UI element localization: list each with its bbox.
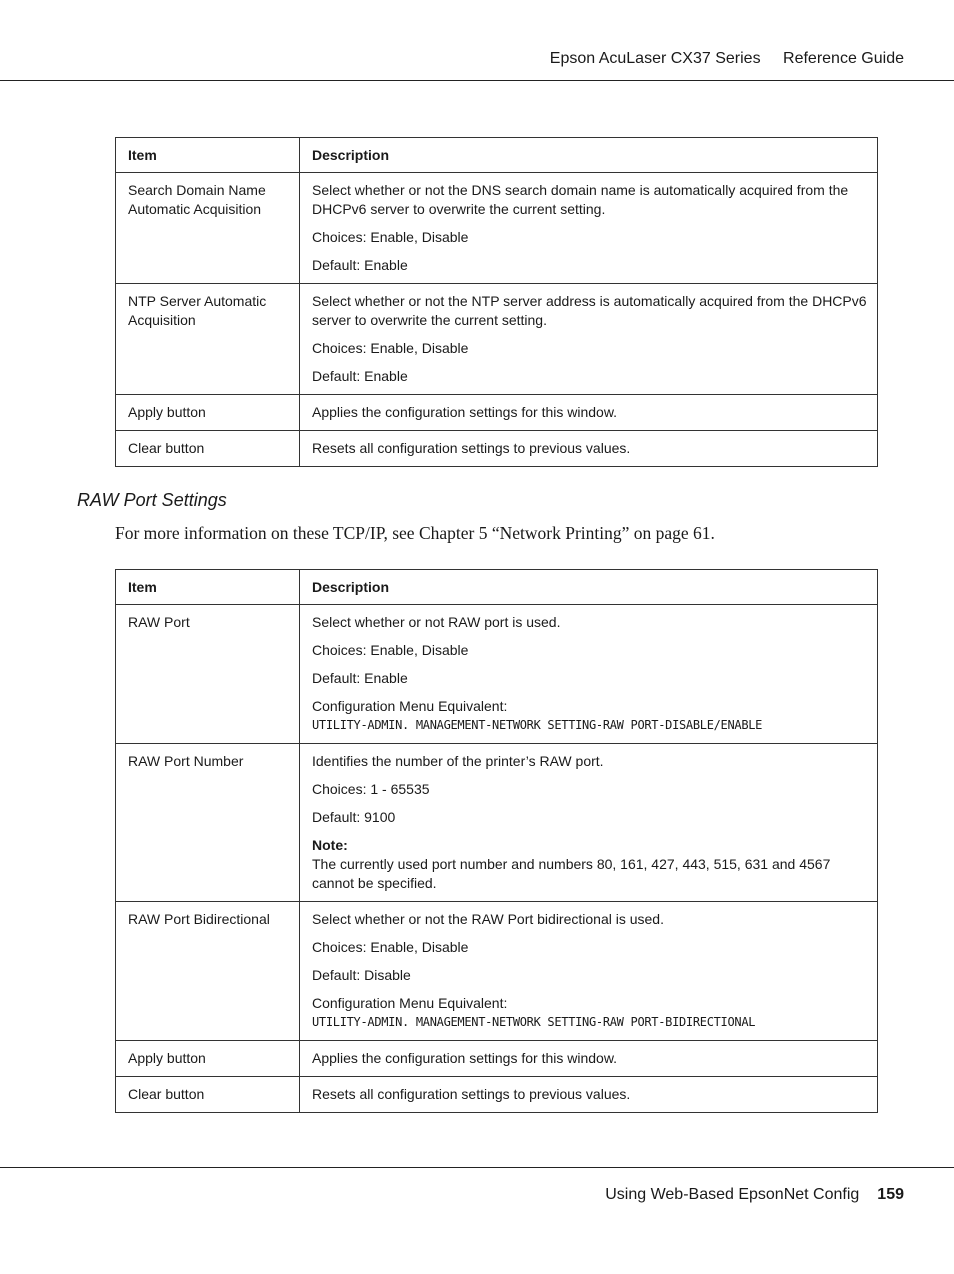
table-row xyxy=(116,1041,878,1077)
note-title: Note: xyxy=(312,837,348,853)
menu-equivalent-label: Configuration Menu Equivalent: xyxy=(312,995,508,1011)
note-text: The currently used port number and numbers 80, 161, 427, 443, 515, 631 and 4567 cannot be specified. xyxy=(312,856,831,891)
section-title: RAW Port Settings xyxy=(77,490,227,510)
menu-path: UTILITY-ADMIN. MANAGEMENT-NETWORK SETTING-RAW PORT-BIDIRECTIONAL xyxy=(312,1015,756,1029)
desc-default: Default: Enable xyxy=(312,368,408,384)
desc-default: Default: Enable xyxy=(312,670,408,686)
table-row xyxy=(116,395,878,431)
desc-choices: Choices: Enable, Disable xyxy=(312,642,469,658)
running-footer xyxy=(605,1186,904,1204)
table-raw-port xyxy=(115,569,878,1113)
table-row xyxy=(116,173,878,284)
menu-equivalent-label: Configuration Menu Equivalent: xyxy=(312,698,508,714)
menu-equivalent xyxy=(312,994,867,1032)
row-item: Clear button xyxy=(116,1077,300,1113)
desc-choices: Choices: Enable, Disable xyxy=(312,939,469,955)
header-item: Item xyxy=(116,138,300,173)
row-item: Apply button xyxy=(116,395,300,431)
footer-rule xyxy=(0,1167,954,1168)
row-item: NTP Server Automatic Acquisition xyxy=(116,284,300,395)
table-row xyxy=(116,1077,878,1113)
desc-default: Default: Enable xyxy=(312,257,408,273)
header-rule xyxy=(0,80,954,81)
row-description: Resets all configuration settings to previous values. xyxy=(300,431,878,467)
row-description: Applies the configuration settings for this window. xyxy=(300,1041,878,1077)
header-item: Item xyxy=(116,570,300,605)
desc-line: Select whether or not the DNS search domain name is automatically acquired from the DHCPv6 server to overwrite the current setting. xyxy=(312,182,849,217)
desc-line: Select whether or not the NTP server address is automatically acquired from the DHCPv6 server to overwrite the current setting. xyxy=(312,293,867,328)
row-description: Applies the configuration settings for this window. xyxy=(300,395,878,431)
header-guide: Reference Guide xyxy=(783,50,904,67)
row-item: RAW Port xyxy=(116,605,300,744)
note xyxy=(312,836,867,893)
desc-choices: Choices: 1 - 65535 xyxy=(312,781,430,797)
desc-default: Default: 9100 xyxy=(312,809,396,825)
desc-line: Select whether or not RAW port is used. xyxy=(312,614,561,630)
table-row xyxy=(116,605,878,744)
running-header xyxy=(550,50,904,68)
row-description: Resets all configuration settings to previous values. xyxy=(300,1077,878,1113)
footer-section: Using Web-Based EpsonNet Config xyxy=(605,1186,860,1203)
row-description xyxy=(300,902,878,1041)
row-item: Search Domain Name Automatic Acquisition xyxy=(116,173,300,284)
row-item: Clear button xyxy=(116,431,300,467)
table-search-domain-ntp xyxy=(115,137,878,467)
menu-equivalent xyxy=(312,697,867,735)
row-description xyxy=(300,173,878,284)
table-row xyxy=(116,902,878,1041)
page-number: 159 xyxy=(877,1186,904,1203)
table-row xyxy=(116,744,878,902)
row-item: Apply button xyxy=(116,1041,300,1077)
row-description xyxy=(300,284,878,395)
desc-line: Select whether or not the RAW Port bidirectional is used. xyxy=(312,911,664,927)
row-item: RAW Port Bidirectional xyxy=(116,902,300,1041)
table-row xyxy=(116,431,878,467)
desc-choices: Choices: Enable, Disable xyxy=(312,340,469,356)
desc-choices: Choices: Enable, Disable xyxy=(312,229,469,245)
header-description: Description xyxy=(300,138,878,173)
header-description: Description xyxy=(300,570,878,605)
row-description xyxy=(300,744,878,902)
header-product: Epson AcuLaser CX37 Series xyxy=(549,50,761,67)
row-description xyxy=(300,605,878,744)
table-row xyxy=(116,284,878,395)
table-header-row xyxy=(116,570,878,605)
desc-default: Default: Disable xyxy=(312,967,411,983)
table-header-row xyxy=(116,138,878,173)
section-intro: For more information on these TCP/IP, see Chapter 5 “Network Printing” on page 61. xyxy=(115,523,715,543)
menu-path: UTILITY-ADMIN. MANAGEMENT-NETWORK SETTING-RAW PORT-DISABLE/ENABLE xyxy=(312,718,763,732)
desc-line: Identifies the number of the printer’s RAW port. xyxy=(312,753,604,769)
row-item: RAW Port Number xyxy=(116,744,300,902)
